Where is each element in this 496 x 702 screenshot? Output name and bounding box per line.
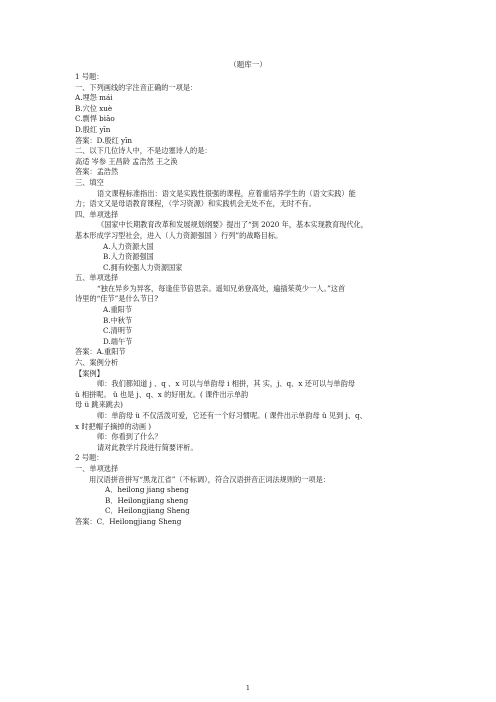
text-line: 师：单韵母 ü 不仅活泼可爱，它还有一个好习惯呢。( 课件出示单韵母 ü 见到 j、q、 [97,411,367,420]
text-line: 答案：D.殷红 yīn [75,135,133,145]
text-line: x 时把帽子摘掉的动画 ) [75,421,152,431]
page-title: （题库一） [229,60,267,69]
text-line: B.穴位 xuè [75,103,113,113]
text-line: A.人力资源大国 [103,241,154,251]
page-number: 1 [245,684,251,692]
text-line: C.剽悍 biāo [75,114,115,124]
text-line: 用汉语拼音拼写“黑龙江省”（不标调），符合汉语拼音正词法规则的一项是： [89,474,330,484]
text-line: 语文课程标准指出：语文是实践性很强的课程，应着重培养学生的（语文实践）能 [97,188,356,198]
text-line: B．Heilongjiang sheng [105,495,189,505]
text-line: A．heilong jiang sheng [105,485,189,495]
text-line: D.殷红 yīn [75,124,111,134]
text-line: 力；语文又是母语教育课程，（学习资源）和实践机会无处不在，无时不有。 [75,199,316,209]
text-line: 二、以下几位诗人中，不是边塞诗人的是： [75,146,212,156]
text-line: 六、案例分析 [75,358,119,368]
text-line: 母 ü 跳来跳去) [75,400,123,410]
text-line: 三、填空 [75,177,104,187]
text-line: A.埋怨 mái [75,93,113,103]
text-line: 【案例】 [75,368,104,378]
text-line: 基本形成学习型社会，进入（人力资源强国 ）行列”的战略目标。 [75,230,283,240]
text-line: B.人力资源强国 [103,252,154,262]
text-line: A.重阳节 [103,305,133,315]
text-line: 诗里的“佳节”是什么节日? [75,294,159,304]
text-line: 师：你看到了什么？ [97,432,162,442]
text-line: 1 号题： [75,72,104,81]
text-line: 五、单项选择 [75,273,119,283]
text-line: C．Heilongjiang Sheng [105,506,190,516]
text-line: B.中秋节 [103,315,133,325]
text-line: ü 相拼呢。 ü 也是 j、q、x 的好朋友。( 课件出示单韵 [75,389,249,399]
text-line: D.端午节 [103,336,133,346]
text-line: 高适 岑参 王昌龄 孟浩然 王之涣 [75,156,178,166]
text-line: 2 号题： [75,453,104,463]
text-line: 答案：C．Heilongjiang Sheng [75,516,182,526]
text-line: 师：我们都知道 j 、q 、x 可以与单韵母 i 相拼，其 实，j、q、x 还可以与单韵母 [97,379,355,389]
text-line: 答案：孟浩然 [75,167,119,177]
document-body [75,72,423,528]
text-line: 《国家中长期教育改革和发展规划纲要》提出了“到 2020 年，基本实现教育现代化， [97,220,368,230]
text-line: C.拥有较强人力资源国家 [103,262,183,272]
text-line: “独在异乡为异客，每逢佳节倍思亲。遥知兄弟登高处，遍插茱萸少一人。”这首 [97,283,346,293]
text-line: 答案：A.重阳节 [75,347,126,357]
text-line: 一、单项选择 [75,463,119,473]
text-line: 请对此教学片段进行简要评析。 [97,442,198,452]
text-line: C.清明节 [103,326,133,336]
text-line: 一、下列画线的字注音正确的一项是： [75,82,198,92]
text-line: 四、单项选择 [75,209,119,219]
